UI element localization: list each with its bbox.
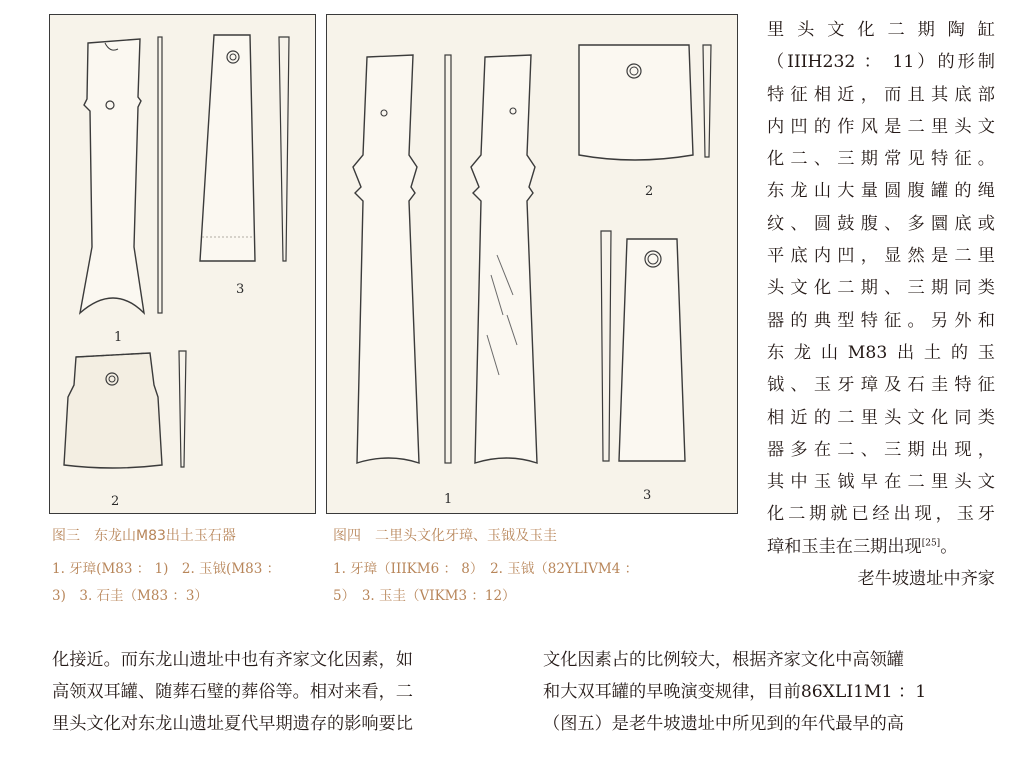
body-right-line: （图五）是老牛坡遗址中所见到的年代最早的高 bbox=[543, 714, 904, 734]
ya-zhang-artifact bbox=[80, 39, 144, 313]
stone-gui-artifact bbox=[200, 35, 255, 261]
fig3-caption-title: 东龙山M83出土玉石器 bbox=[94, 528, 236, 544]
figure-4 bbox=[326, 14, 738, 514]
text-line: 老牛坡遗址中齐家 bbox=[857, 569, 995, 590]
fig4-caption bbox=[333, 527, 557, 545]
paragraph-start bbox=[767, 563, 995, 595]
text-line-with-ref bbox=[767, 531, 995, 563]
text-line: 璋和玉圭在三期出现 bbox=[767, 536, 922, 557]
right-text-column bbox=[767, 14, 995, 595]
fig3-caption-number: 图三 bbox=[52, 528, 80, 544]
fig4-caption-title: 二里头文化牙璋、玉钺及玉圭 bbox=[375, 528, 557, 544]
text-line: 相近的二里头文化同类 bbox=[767, 407, 995, 428]
text-line: 其中玉钺早在二里头文 bbox=[767, 472, 995, 493]
reference-mark: [25] bbox=[921, 538, 941, 549]
body-right-line: 文化因素占的比例较大，根据齐家文化中高领罐 bbox=[543, 650, 904, 670]
jade-yue-artifact bbox=[64, 353, 162, 468]
figure-3-drawing bbox=[50, 15, 315, 513]
text-line: 里头文化二期陶缸 bbox=[767, 20, 995, 40]
text-line: 东龙山M83出土的玉 bbox=[767, 342, 995, 363]
fig4-subcaption-line: 1. 牙璋（IIIKM6 ： 8） 2. 玉钺（82YLIVM4 ： bbox=[333, 561, 639, 577]
text-line: 化二、三期常见特征。 bbox=[767, 149, 995, 170]
ya-zhang-back bbox=[471, 55, 537, 463]
fig3-caption bbox=[52, 527, 236, 545]
jade-yue-artifact bbox=[579, 45, 693, 160]
body-left-line: 化接近。而东龙山遗址中也有齐家文化因素，如 bbox=[52, 650, 413, 670]
ya-zhang-front bbox=[353, 55, 419, 463]
fig4-subcaption-line: 5） 3. 玉圭（VIKM3 ：12） bbox=[333, 588, 516, 604]
fig3-subcaption-line: 1. 牙璋(M83 ： 1) 2. 玉钺(M83 ： bbox=[52, 561, 281, 577]
fig3-label-3: 3 bbox=[236, 282, 245, 297]
text-line: 特征相近，而且其底部 bbox=[767, 84, 995, 105]
text-line: 钺、玉牙璋及石圭特征 bbox=[767, 375, 995, 396]
body-right-line: 和大双耳罐的早晚演变规律，目前86XLI1M1 ：1 bbox=[543, 682, 927, 702]
period: 。 bbox=[940, 536, 958, 557]
fig3-subcaption-line: 3) 3. 石圭（M83 ：3） bbox=[52, 588, 208, 604]
text-line: 头文化二期、三期同类 bbox=[767, 278, 995, 299]
body-left-line: 高领双耳罐、随葬石璧的葬俗等。相对来看，二 bbox=[52, 682, 413, 702]
fig3-label-1: 1 bbox=[114, 330, 123, 345]
text-line: 器多在二、三期出现， bbox=[767, 439, 995, 460]
figure-3 bbox=[49, 14, 316, 514]
text-line: 化二期就已经出现，玉牙 bbox=[767, 504, 995, 525]
text-line: （IIIH232 ： 11）的形制 bbox=[767, 52, 995, 73]
text-line: 器的典型特征。另外和 bbox=[767, 310, 995, 331]
fig4-label-3: 3 bbox=[643, 488, 652, 503]
body-left-line: 里头文化对东龙山遗址夏代早期遗存的影响要比 bbox=[52, 714, 413, 734]
fig4-label-2: 2 bbox=[645, 184, 654, 199]
text-line: 平底内凹，显然是二里 bbox=[767, 246, 995, 267]
figure-4-drawing bbox=[327, 15, 737, 513]
fig3-label-2: 2 bbox=[111, 494, 120, 509]
fig4-caption-number: 图四 bbox=[333, 528, 361, 544]
jade-gui-artifact bbox=[619, 239, 685, 461]
text-line: 纹、圆鼓腹、多圜底或 bbox=[767, 213, 995, 234]
text-line: 内凹的作风是二里头文 bbox=[767, 116, 995, 137]
text-line: 东龙山大量圆腹罐的绳 bbox=[767, 181, 995, 202]
fig4-label-1: 1 bbox=[444, 492, 453, 507]
